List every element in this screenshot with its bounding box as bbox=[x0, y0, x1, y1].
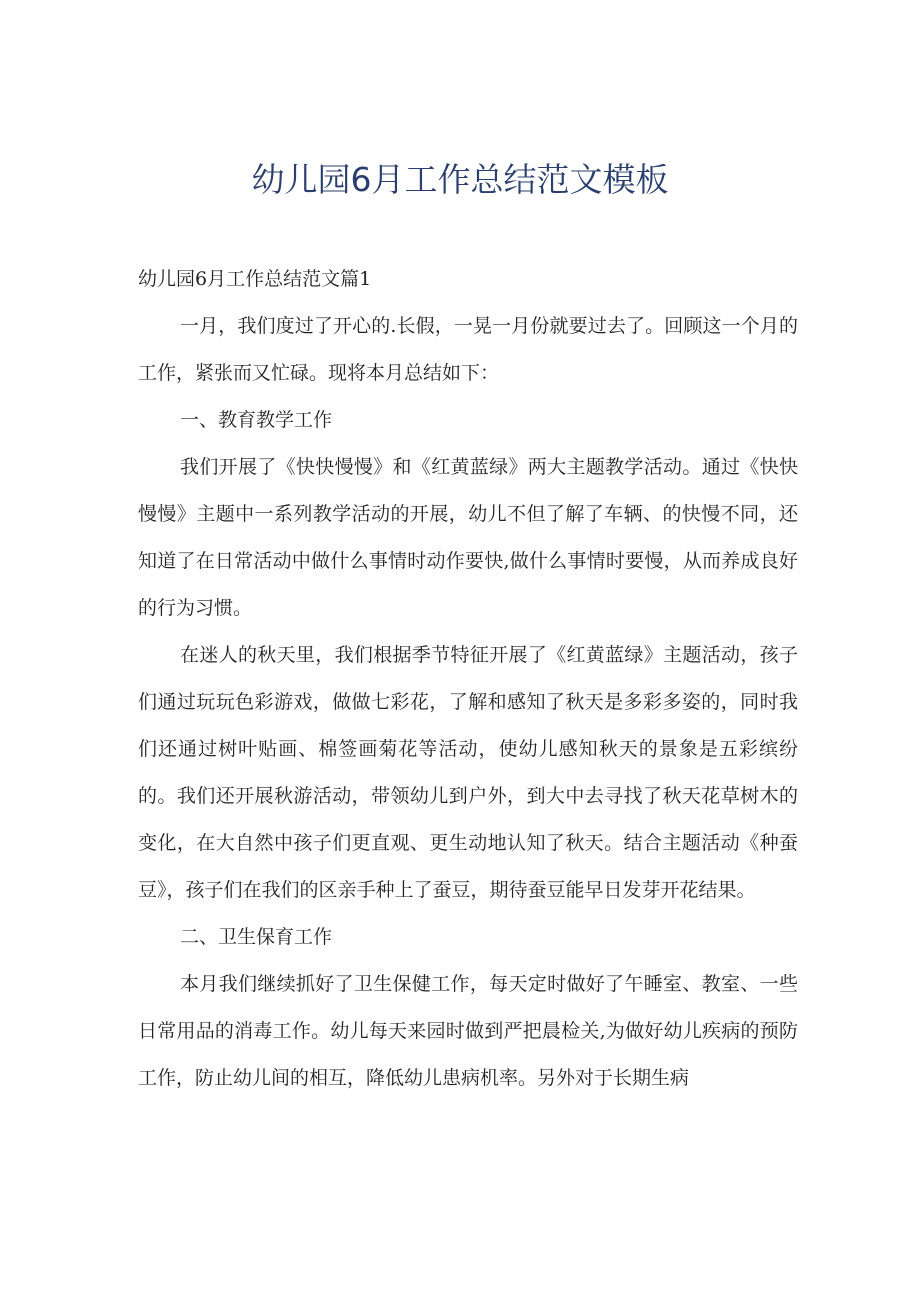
heading-health: 二、卫生保育工作 bbox=[180, 926, 333, 948]
section-subtitle: 幼儿园6月工作总结范文篇1 bbox=[138, 268, 372, 290]
document-body bbox=[138, 256, 798, 1102]
heading-education: 一、教育教学工作 bbox=[180, 409, 333, 431]
paragraph-health: 本月我们继续抓好了卫生保健工作，每天定时做好了午睡室、教室、一些日常用品的消毒工作。幼儿每天来园时做到严把晨检关,为做好幼儿疾病的预防工作，防止幼儿间的相互，降低幼儿患病机率。另外对于长期生病 bbox=[138, 973, 798, 1089]
intro-paragraph: 一月，我们度过了开心的.长假，一晃一月份就要过去了。回顾这一个月的工作，紧张而又忙碌。现将本月总结如下： bbox=[138, 315, 798, 384]
paragraph-themes: 我们开展了《快快慢慢》和《红黄蓝绿》两大主题教学活动。通过《快快慢慢》主题中一系列教学活动的开展，幼儿不但了解了车辆、的快慢不同，还知道了在日常活动中做什么事情时动作要快,做什么事情时要慢，从而养成良好的行为习惯。 bbox=[138, 456, 798, 619]
document-title: 幼儿园6月工作总结范文模板 bbox=[251, 160, 669, 199]
paragraph-autumn: 在迷人的秋天里，我们根据季节特征开展了《红黄蓝绿》主题活动，孩子们通过玩玩色彩游戏，做做七彩花，了解和感知了秋天是多彩多姿的，同时我们还通过树叶贴画、棉签画菊花等活动，使幼儿感知秋天的景象是五彩缤纷的。我们还开展秋游活动，带领幼儿到户外，到大中去寻找了秋天花草树木的变化，在大自然中孩子们更直观、更生动地认知了秋天。结合主题活动《种蚕豆》，孩子们在我们的区亲手种上了蚕豆，期待蚕豆能早日发芽开花结果。 bbox=[138, 644, 798, 901]
